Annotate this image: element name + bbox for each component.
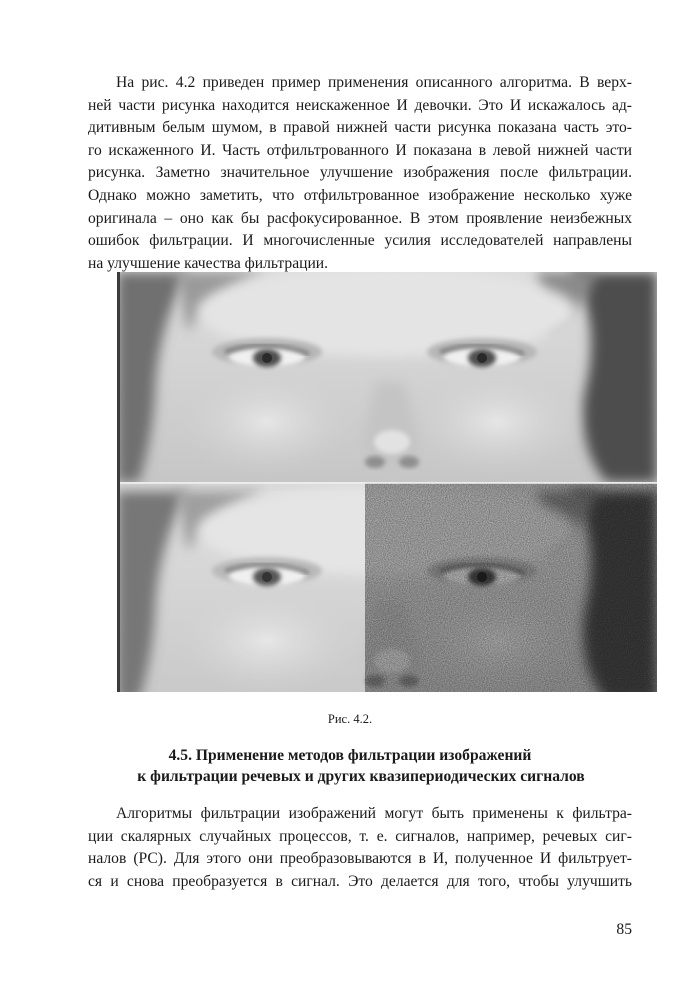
- text-line: го искаженного И. Часть отфильтрованного И показана в левой нижней части: [88, 141, 632, 159]
- text-line: Однако можно заметить, что отфильтрованное изображение несколько хуже: [88, 186, 632, 204]
- text-line: ней части рисунка находится неискаженное И девочки. Это И искажалось ад-: [88, 96, 632, 114]
- face-photo-illustration: [117, 272, 657, 692]
- paragraph-intro: [88, 72, 632, 275]
- text-line: налов (РС). Для этого они преобразовываются в И, полученное И фильтрует-: [88, 850, 632, 868]
- section-heading-line: 4.5. Применение методов фильтрации изображений: [168, 747, 532, 764]
- text-line: ся и снова преобразуется в сигнал. Это делается для того, чтобы улучшить: [88, 872, 632, 890]
- original-image-panel: [117, 272, 657, 482]
- text-line: рисунка. Заметно значительное улучшение изображения после фильтрации.: [88, 164, 632, 182]
- section-heading: [0, 745, 700, 787]
- text-line: на улучшение качества фильтрации.: [88, 254, 329, 272]
- text-line: оригинала – оно как бы расфокусированное. В этом проявление неизбежных: [88, 209, 632, 227]
- text-line: Алгоритмы фильтрации изображений могут быть применены к фильтра-: [116, 805, 632, 822]
- text-line: ошибок фильтрации. И многочисленные усилия исследователей направлены: [88, 232, 632, 250]
- section-heading-line: к фильтрации речевых и других квазипериодических сигналов: [137, 768, 585, 785]
- page-number: 85: [616, 921, 632, 938]
- text-line: ции скалярных случайных процессов, т. е. сигналов, например, речевых сиг-: [88, 827, 632, 845]
- paragraph-section-body: [88, 803, 632, 893]
- figure-caption: Рис. 4.2.: [327, 712, 373, 726]
- text-line: На рис. 4.2 приведен пример применения описанного алгоритма. В верх-: [116, 74, 632, 91]
- figure-girl-face: [117, 272, 657, 692]
- text-line: дитивным белым шумом, в правой нижней части рисунка показана часть это-: [88, 119, 632, 137]
